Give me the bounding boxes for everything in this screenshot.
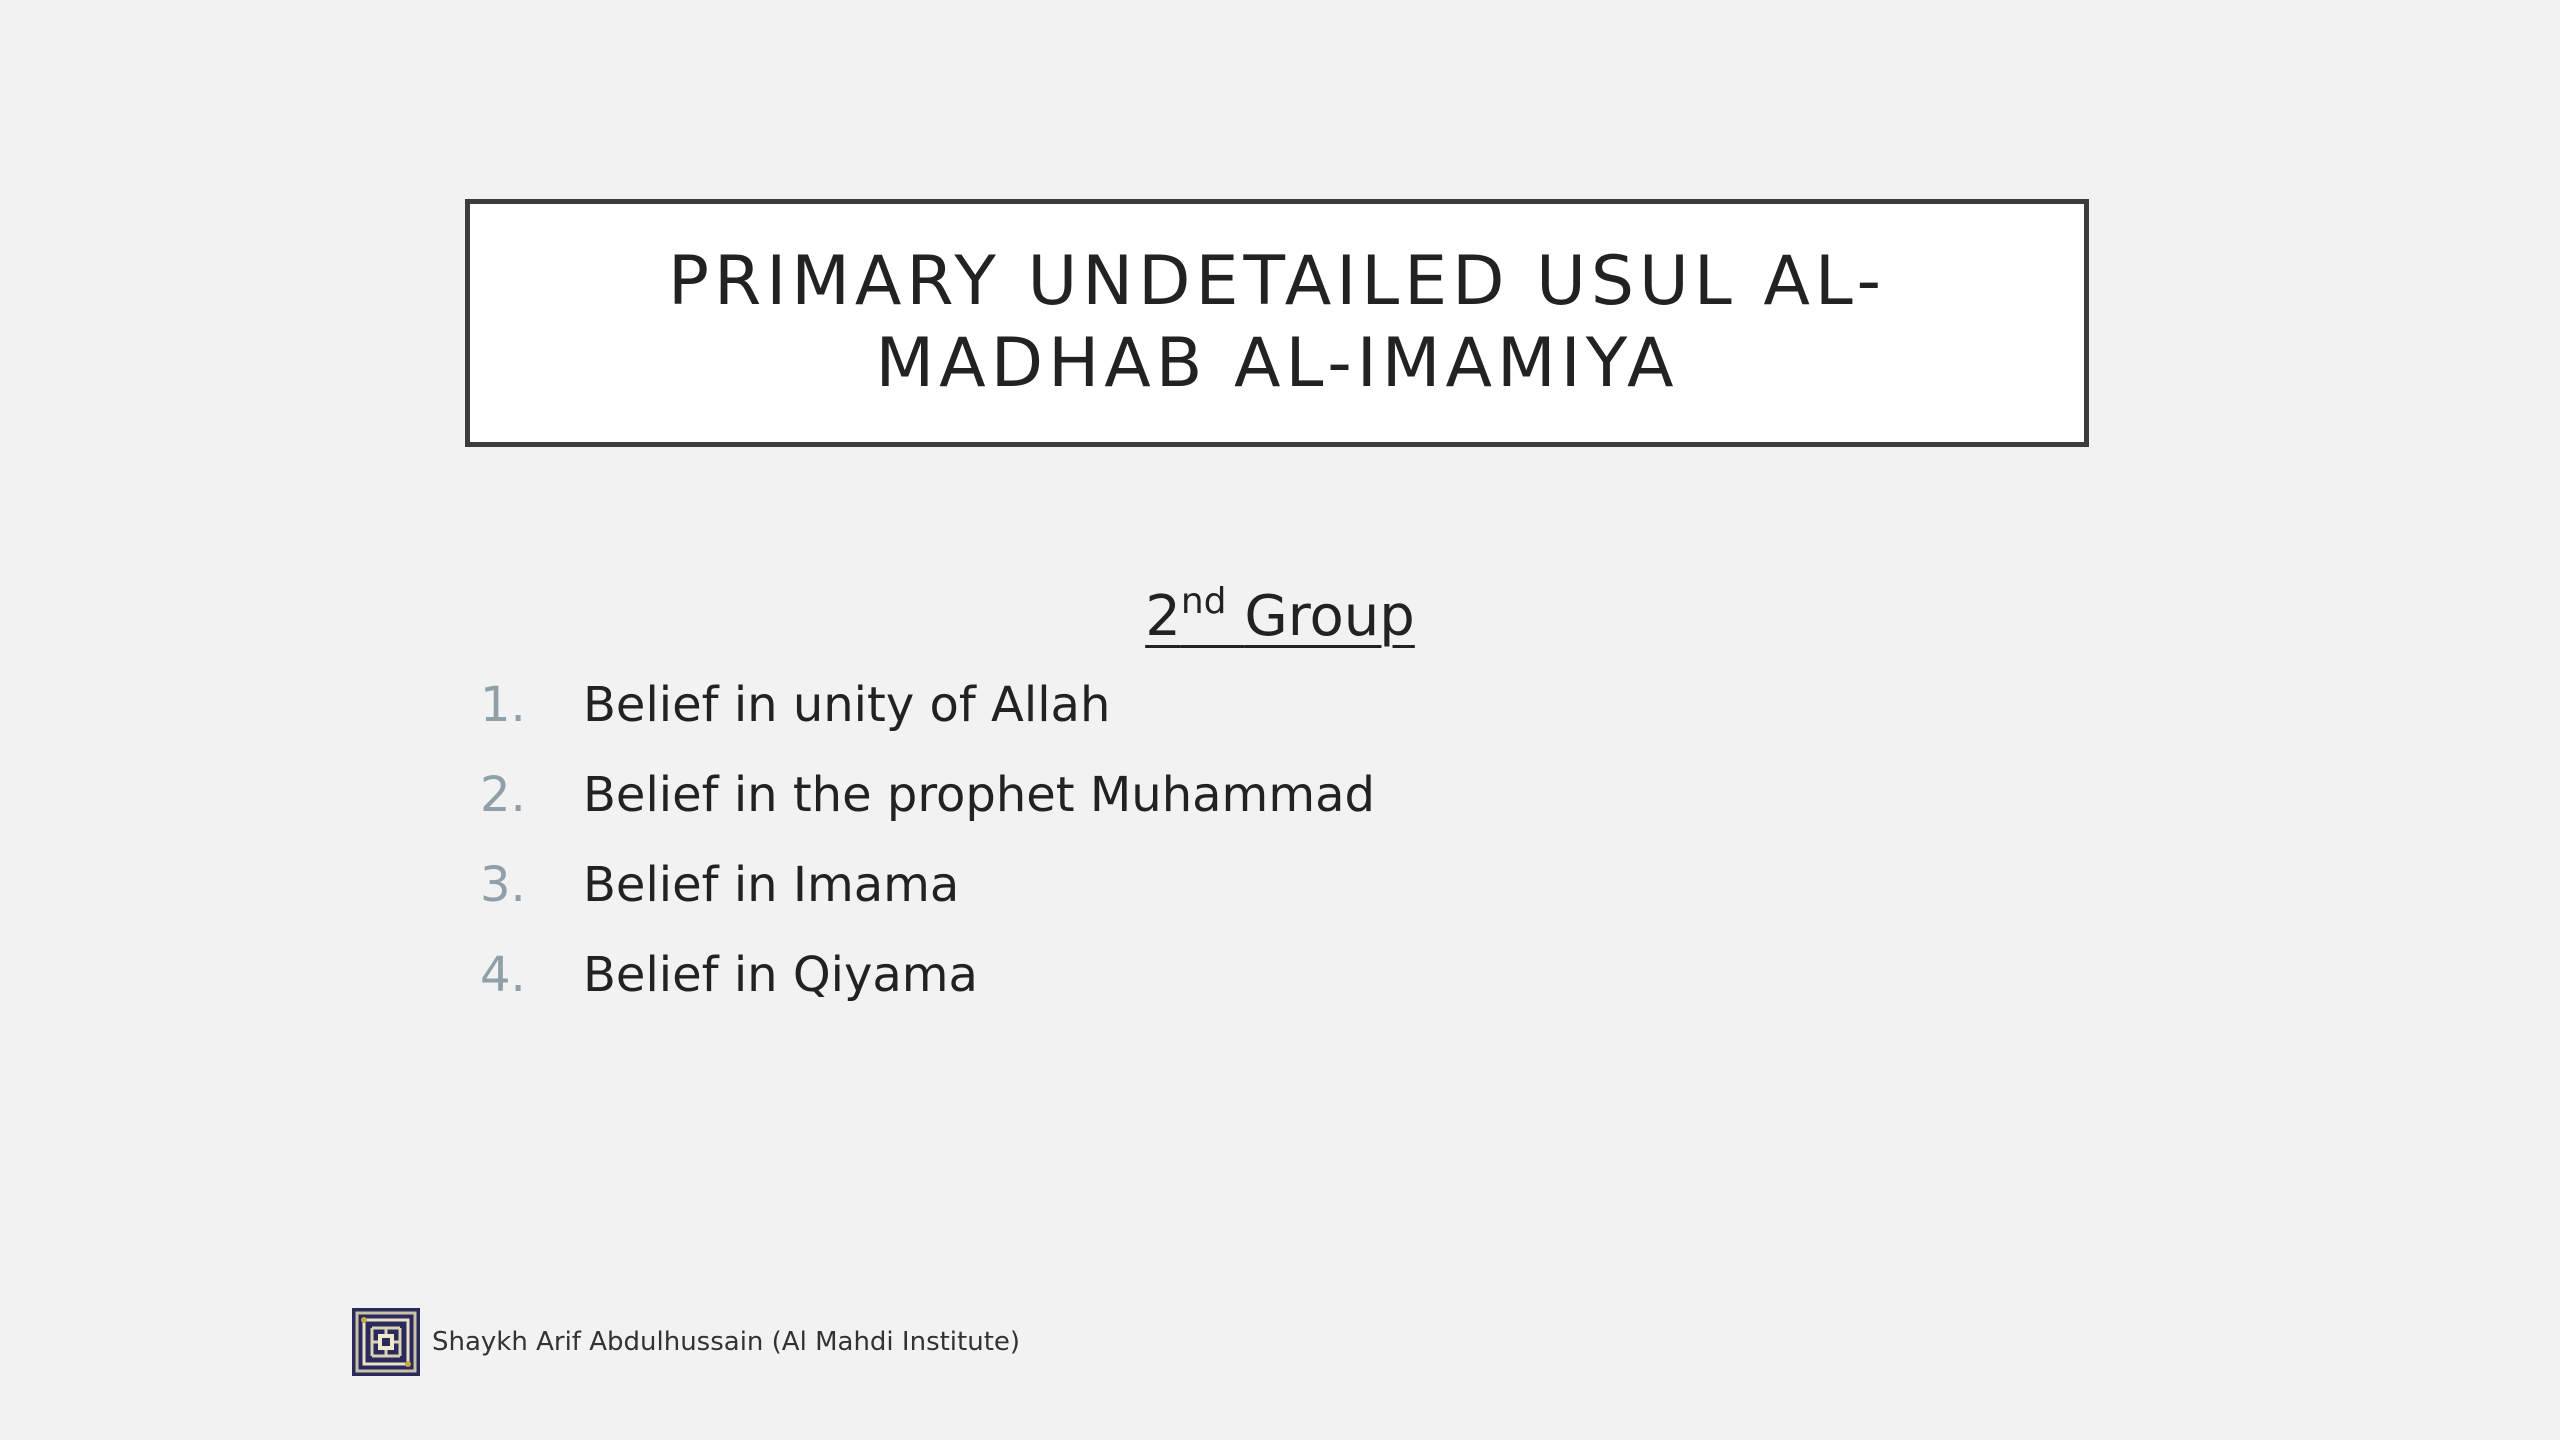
- list-item-text: Belief in unity of Allah: [583, 677, 1111, 733]
- al-mahdi-institute-logo-icon: [352, 1308, 420, 1376]
- footer: [352, 1306, 1020, 1378]
- subtitle-word: Group: [1244, 584, 1415, 649]
- footer-credit: Shaykh Arif Abdulhussain (Al Mahdi Institute): [432, 1327, 1021, 1357]
- list-item: [480, 930, 1375, 1020]
- list-item-number: 4.: [480, 947, 526, 1003]
- subtitle: [0, 562, 2560, 657]
- list-item-number: 3.: [480, 857, 526, 913]
- list-item-number: 2.: [480, 767, 526, 823]
- subtitle-ordinal-suffix: nd: [1180, 581, 1227, 622]
- beliefs-list: [480, 660, 1375, 1020]
- list-item-text: Belief in the prophet Muhammad: [583, 767, 1375, 823]
- list-item-number: 1.: [480, 677, 526, 733]
- list-item: [480, 660, 1375, 750]
- list-item-text: Belief in Qiyama: [583, 947, 978, 1003]
- list-item: [480, 750, 1375, 840]
- subtitle-underlined: [1145, 581, 1415, 649]
- list-item: [480, 840, 1375, 930]
- slide-title: PRIMARY UNDETAILED USUL AL-MADHAB AL-IMAMIYA: [667, 242, 1887, 403]
- list-item-text: Belief in Imama: [583, 857, 960, 913]
- subtitle-number: 2: [1145, 584, 1181, 649]
- title-box: [465, 199, 2089, 447]
